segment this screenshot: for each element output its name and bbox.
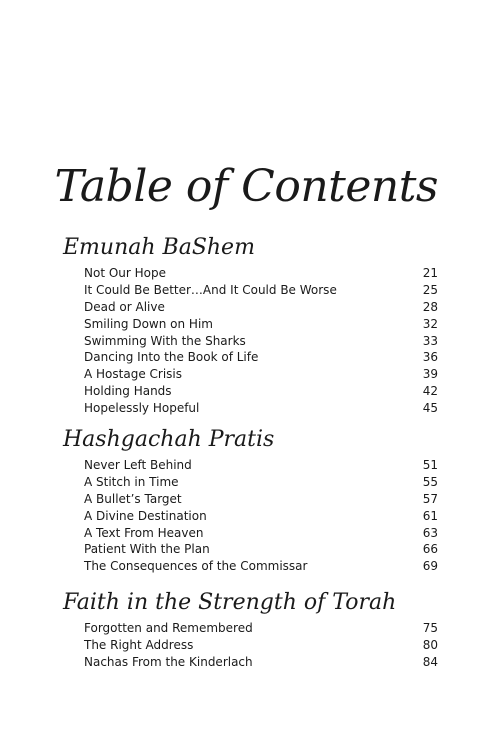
entry-title: Swimming With the Sharks — [84, 333, 246, 348]
toc-entry[interactable] — [0, 400, 500, 417]
entry-page-number: 45 — [422, 401, 438, 416]
toc-entry[interactable] — [0, 457, 500, 474]
toc-entry[interactable] — [0, 383, 500, 400]
entry-title: Holding Hands — [84, 384, 172, 399]
entry-page-number: 66 — [422, 542, 438, 557]
toc-entry[interactable] — [0, 265, 500, 282]
toc-entry[interactable] — [0, 333, 500, 350]
entry-title: Never Left Behind — [84, 458, 192, 472]
toc-entry[interactable] — [0, 525, 500, 542]
toc-entry[interactable] — [0, 508, 500, 525]
section-title: Emunah BaShem — [63, 235, 255, 260]
entry-title: It Could Be Better…And It Could Be Worse — [84, 282, 337, 297]
entry-title: The Consequences of the Commissar — [84, 559, 308, 574]
toc-entry[interactable] — [0, 474, 500, 491]
entry-title: Dancing Into the Book of Life — [84, 350, 259, 365]
entry-title: A Text From Heaven — [84, 525, 204, 540]
entry-title: Not Our Hope — [84, 266, 167, 280]
entry-list — [0, 457, 500, 575]
entry-page-number: 61 — [422, 508, 438, 523]
entry-page-number: 32 — [422, 316, 438, 331]
entry-page-number: 28 — [422, 299, 438, 314]
entry-list — [0, 620, 500, 671]
toc-entry[interactable] — [0, 299, 500, 316]
toc-section-emunah-bashem — [0, 233, 500, 417]
toc-entry[interactable] — [0, 558, 500, 575]
section-title: Faith in the Strength of Torah — [63, 590, 397, 615]
entry-page-number: 51 — [422, 458, 438, 472]
entry-title: Dead or Alive — [84, 299, 165, 314]
entry-title: A Stitch in Time — [84, 474, 179, 489]
toc-entry[interactable] — [0, 282, 500, 299]
entry-title: A Hostage Crisis — [84, 367, 182, 382]
toc-entry[interactable] — [0, 316, 500, 333]
entry-page-number: 42 — [422, 384, 438, 399]
section-title: Hashgachah Pratis — [63, 427, 275, 452]
entry-list — [0, 265, 500, 417]
entry-title: Smiling Down on Him — [84, 316, 213, 331]
toc-entry[interactable] — [0, 620, 500, 637]
toc-entry[interactable] — [0, 541, 500, 558]
entry-page-number: 39 — [422, 367, 438, 382]
entry-title: Forgotten and Remembered — [84, 621, 253, 635]
entry-page-number: 75 — [422, 621, 438, 635]
toc-entry[interactable] — [0, 637, 500, 654]
entry-page-number: 69 — [422, 559, 438, 574]
entry-page-number: 33 — [422, 333, 438, 348]
entry-page-number: 80 — [422, 637, 438, 652]
toc-entry[interactable] — [0, 349, 500, 366]
entry-page-number: 63 — [422, 525, 438, 540]
entry-title: Patient With the Plan — [84, 542, 210, 557]
entry-page-number: 21 — [422, 266, 438, 280]
entry-title: A Bullet’s Target — [84, 491, 182, 506]
entry-page-number: 36 — [422, 350, 438, 365]
entry-page-number: 25 — [422, 282, 438, 297]
toc-entry[interactable] — [0, 654, 500, 671]
toc-section-hashgachah-pratis — [0, 425, 500, 575]
entry-page-number: 84 — [422, 654, 438, 669]
toc-entry[interactable] — [0, 366, 500, 383]
page-title: Table of Contents — [54, 161, 438, 212]
entry-title: A Divine Destination — [84, 508, 207, 523]
entry-title: Hopelessly Hopeful — [84, 401, 200, 416]
entry-title: The Right Address — [84, 637, 194, 652]
entry-page-number: 57 — [422, 491, 438, 506]
entry-page-number: 55 — [422, 474, 438, 489]
toc-section-faith-in-the-strength-of-torah — [0, 588, 500, 671]
entry-title: Nachas From the Kinderlach — [84, 654, 253, 669]
toc-entry[interactable] — [0, 491, 500, 508]
